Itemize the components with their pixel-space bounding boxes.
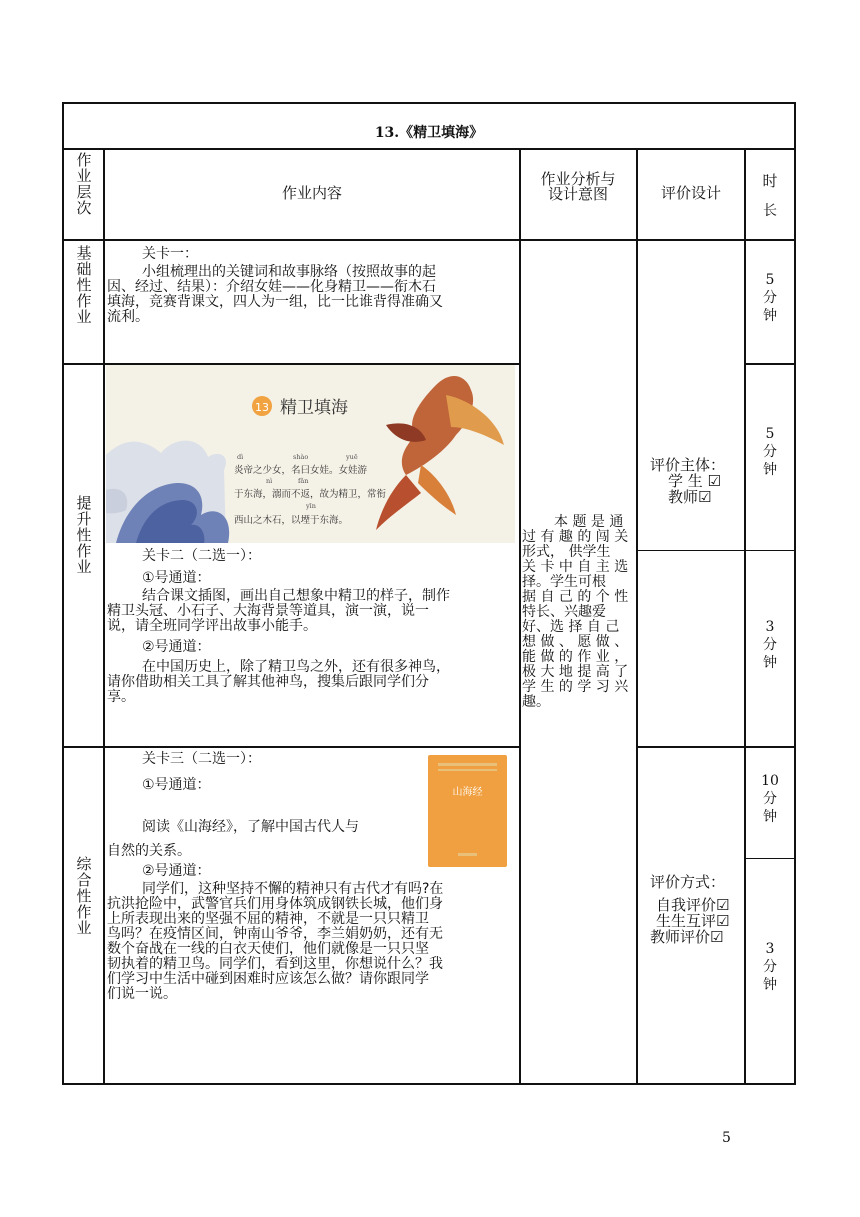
level-advanced: 提 升 性 作 业 <box>76 494 92 576</box>
svg-text:dì: dì <box>237 453 244 461</box>
shanhaijing-book-cover <box>428 755 507 867</box>
level-basic: 基 础 性 作 业 <box>76 244 92 326</box>
comp-channel1-label: ①号通道： <box>142 777 211 793</box>
eval-subject-teacher: 教师☑ <box>668 488 712 506</box>
basic-body: 小组梳理出的关键词和故事脉络（按照故事的起 因、经过、结果）：介绍女娃——化身精卫——衔木石 填海，竞赛背课文，四人为一组，比一比谁背得准确又 流利。 <box>107 264 443 325</box>
svg-text:shào: shào <box>293 453 309 461</box>
advanced-channel2-label: ②号通道： <box>142 639 211 655</box>
time-advanced-2: 3 分 钟 <box>763 619 777 671</box>
time-comp-1: 10 分 钟 <box>761 773 779 825</box>
page-number: 5 <box>722 1130 731 1146</box>
eval-method-teacher: 教师评价☑ <box>650 928 724 946</box>
header-level: 作 业 层 次 <box>76 151 92 217</box>
analysis-text: 本 题 是 通 过 有 趣 的 闯 关 形式， 供学生 关 卡 中 自 主 选 择。学生可根 据 自 己 的 个 性 特长、兴趣爱 好、选 择 自 己 想 做 、 愿 做 、 能 做 的 作 业 ， 极 大 地 提 高 了 学 生 的 学 习 兴 趣。 <box>522 514 629 710</box>
time-comp-2: 3 分 钟 <box>763 941 777 993</box>
illus-title: 精卫填海 <box>280 398 348 418</box>
basic-time-divider <box>745 363 796 365</box>
content-col-divider <box>519 148 521 1085</box>
header-analysis-line1: 作业分析与 <box>540 170 616 188</box>
header-time-1: 时 <box>762 172 778 190</box>
eval-subject-label: 评价主体： <box>650 456 726 474</box>
table-left-border <box>62 102 64 1085</box>
svg-text:nì: nì <box>266 477 273 485</box>
comp-reading-line1: 阅读《山海经》，了解中国古代人与 <box>142 819 359 835</box>
level-comprehensive: 综 合 性 作 业 <box>76 855 92 937</box>
eval-subject-student: 学 生 ☑ <box>668 472 721 490</box>
jingwei-illustration <box>106 365 515 543</box>
header-evaluation: 评价设计 <box>660 184 721 202</box>
eval-method-peer: 生生互评☑ <box>656 912 730 930</box>
illus-line-3: 西山之木石，以堙于东海。 <box>234 515 349 526</box>
advanced-channel2-body: 在中国历史上，除了精卫鸟之外，还有很多神鸟， 请你借助相关工具了解其他神鸟，搜集后跟同学们分 享。 <box>107 659 450 705</box>
svg-text:fǎn: fǎn <box>298 477 309 485</box>
svg-text:yīn: yīn <box>306 502 316 510</box>
advanced-heading: 关卡二（二选一）： <box>142 548 261 564</box>
table-bottom-border <box>62 1083 796 1085</box>
comp-reading-line2: 自然的关系。 <box>107 843 191 859</box>
basic-heading: 关卡一： <box>142 246 198 262</box>
comp-heading: 关卡三（二选一）： <box>142 751 261 767</box>
comp-channel2-body: 同学们，这种坚持不懈的精神只有古代才有吗?在 抗洪抢险中，武警官兵们用身体筑成钢铁长城，他们身 上所表现出来的坚强不屈的精神，不就是一只只精卫 鸟吗？在疫情区间，钟南山爷爷，李兰娟奶奶，还有无 数个奋战在一线的白衣天使们，他们就像是一只只坚 韧执着的精卫鸟。同学们，看到这里，你想说什么？我 们学习中生活中碰到困难时应该怎么做？请你跟同学 们说一说。 <box>107 881 444 1002</box>
analysis-col-divider <box>636 148 638 1085</box>
header-content: 作业内容 <box>281 184 342 202</box>
time-basic: 5 分 钟 <box>763 272 777 324</box>
illus-line-1: 炎帝之少女，名曰女娃。女娃游 <box>234 465 368 476</box>
table-top-border <box>62 102 796 104</box>
illus-number: 13 <box>255 401 269 414</box>
advanced-eval-divider <box>637 746 796 748</box>
eval-method-label: 评价方式： <box>650 873 726 891</box>
header-row-divider <box>62 239 796 241</box>
header-analysis-line2: 设计意图 <box>547 185 608 203</box>
table-right-border <box>794 102 796 1085</box>
book-title: 山海经 <box>452 787 483 798</box>
comp-time-divider <box>745 858 796 859</box>
advanced-row-divider <box>62 746 520 748</box>
eval-method-self: 自我评价☑ <box>656 896 730 914</box>
advanced-channel1-label: ①号通道： <box>142 570 211 586</box>
level-col-divider <box>103 148 105 1085</box>
svg-text:yuē: yuē <box>346 453 358 461</box>
advanced-time-divider <box>637 550 796 551</box>
time-advanced-1: 5 分 钟 <box>763 426 777 478</box>
illus-line-2: 于东海，溺而不返，故为精卫，常衔 <box>234 489 387 500</box>
title-row-divider <box>62 148 796 150</box>
page-title: 13.《精卫填海》 <box>374 125 484 141</box>
advanced-channel1-body: 结合课文插图，画出自己想象中精卫的样子，制作 精卫头冠、小石子、大海背景等道具，演一演，说一 说，请全班同学评出故事小能手。 <box>107 588 450 634</box>
header-time-2: 长 <box>763 203 777 219</box>
comp-channel2-label: ②号通道： <box>142 863 211 879</box>
